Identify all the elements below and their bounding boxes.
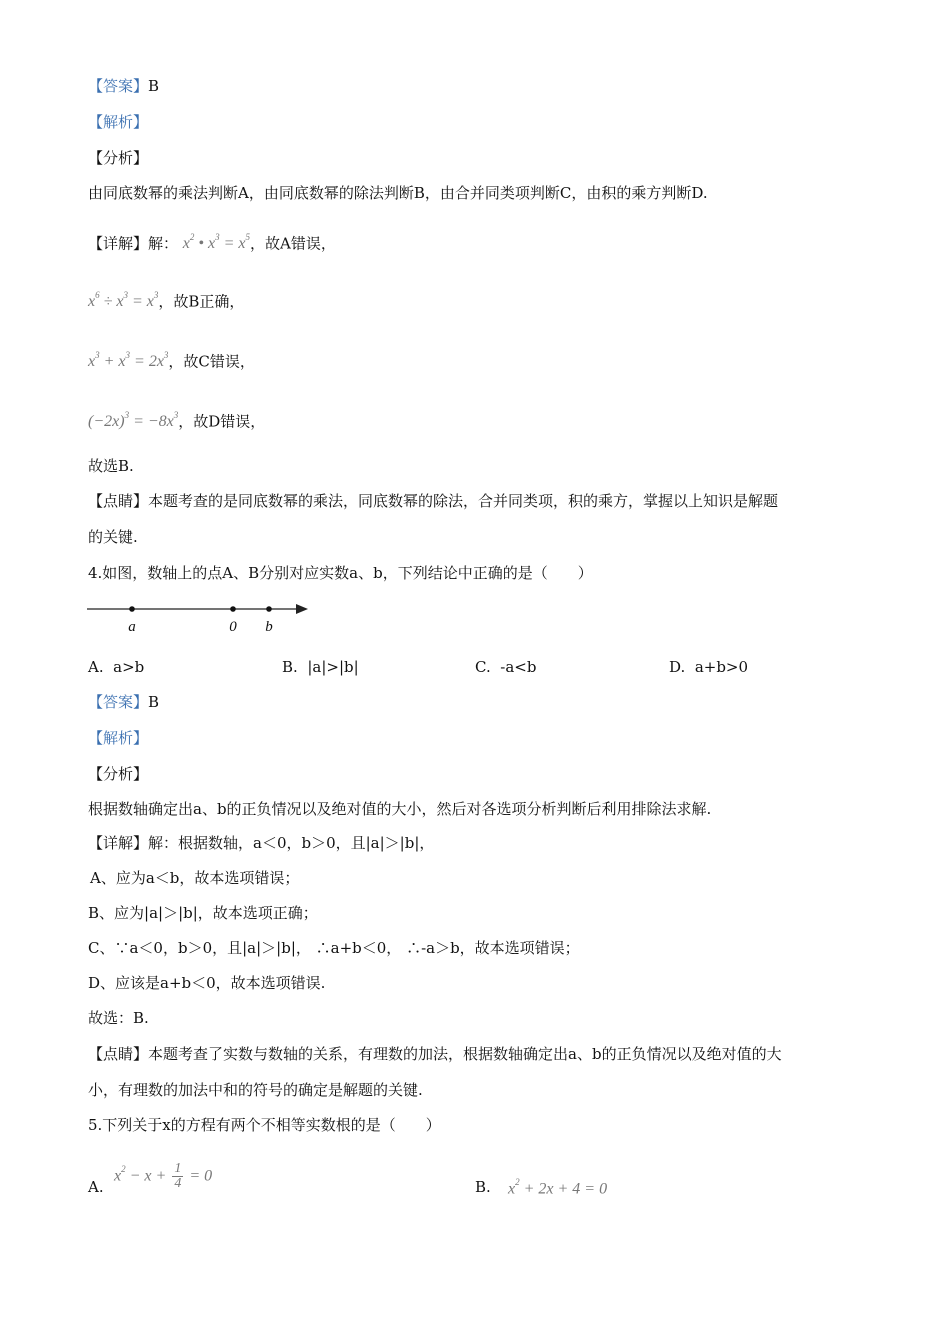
label-zero: 0 bbox=[229, 619, 237, 635]
q3-jiexi-tag: 【解析】 bbox=[88, 113, 149, 131]
q3-dianjing-line1: 【点睛】本题考查的是同底数幂的乘法，同底数幂的除法，合并同类项，积的乘方，掌握以上知识是解题 bbox=[88, 492, 779, 510]
step4-after: ，故D错误， bbox=[178, 412, 266, 431]
axis-arrow-icon bbox=[296, 604, 308, 614]
step2-after: ，故B正确， bbox=[158, 292, 245, 311]
q5-option-a-letter: A. bbox=[88, 1178, 104, 1196]
formula-3: $x^3 + x^3 = 2x^3$ bbox=[88, 350, 169, 371]
q4-conclusion: 故选：B. bbox=[88, 1009, 149, 1027]
q4-answer-line bbox=[88, 691, 159, 713]
point-zero bbox=[230, 606, 236, 612]
q3-conclusion: 故选B. bbox=[88, 457, 134, 475]
q3-dianjing-line2: 的关键. bbox=[88, 528, 138, 546]
q4-fenxi-text: 根据数轴确定出a、b的正负情况以及绝对值的大小，然后对各选项分析判断后利用排除法求解. bbox=[88, 800, 712, 818]
q3-detail-step2 bbox=[88, 286, 244, 313]
q4-line-b: B、应为|a|＞|b|，故本选项正确； bbox=[88, 904, 318, 922]
q3-fenxi-text: 由同底数幂的乘法判断A，由同底数幂的除法判断B，由合并同类项判断C，由积的乘方判断D. bbox=[88, 184, 708, 202]
formula-2: $x^6 \div x^3 = x^3$ bbox=[88, 290, 159, 311]
q3-detail-step4 bbox=[88, 406, 265, 433]
answer-tag: 【答案】 bbox=[88, 77, 149, 95]
q4-question: 4.如图，数轴上的点A、B分别对应实数a、b，下列结论中正确的是（ ） bbox=[88, 564, 593, 582]
q5-option-b-letter: B. bbox=[475, 1178, 491, 1196]
detail-tag: 【详解】解： bbox=[88, 234, 179, 253]
answer-tag: 【答案】 bbox=[88, 693, 149, 711]
q4-line-a: A、应为a＜b，故本选项错误； bbox=[90, 869, 300, 887]
q4-jiexi-tag: 【解析】 bbox=[88, 729, 149, 747]
q3-detail-step1 bbox=[88, 228, 336, 255]
q4-fenxi-tag: 【分析】 bbox=[88, 765, 149, 783]
q4-option-c: C. -a<b bbox=[475, 658, 537, 676]
q5-question: 5.下列关于x的方程有两个不相等实数根的是（ ） bbox=[88, 1116, 441, 1134]
fraction: $\frac{1}{4}$ bbox=[174, 1161, 182, 1192]
q4-dianjing-line2: 小，有理数的加法中和的符号的确定是解题的关键. bbox=[88, 1081, 423, 1099]
q4-dianjing-line1: 【点睛】本题考查了实数与数轴的关系，有理数的加法，根据数轴确定出a、b的正负情况以及绝对值的大 bbox=[88, 1045, 782, 1063]
number-line-figure bbox=[86, 598, 316, 638]
q5-option-b-formula: $x^2 + 2x + 4 = 0$ bbox=[508, 1177, 608, 1198]
q3-fenxi-tag: 【分析】 bbox=[88, 149, 149, 167]
q5-option-a-formula: $x^2 - x$ + $\frac{1}{4}$ = 0 bbox=[114, 1161, 213, 1192]
q4-detail: 【详解】解：根据数轴，a＜0，b＞0，且|a|＞|b|， bbox=[88, 834, 435, 852]
step1-after: ，故A错误， bbox=[250, 234, 336, 253]
answer-value: B bbox=[148, 77, 160, 95]
point-a bbox=[129, 606, 135, 612]
label-b: b bbox=[265, 619, 273, 635]
answer-value: B bbox=[148, 693, 160, 711]
q4-option-b: B. |a|>|b| bbox=[282, 658, 359, 676]
dianjing-tag: 【点睛】 bbox=[88, 1045, 149, 1063]
q3-detail-step3 bbox=[88, 346, 255, 373]
step3-after: ，故C错误， bbox=[168, 352, 255, 371]
q4-line-d: D、应该是a+b＜0，故本选项错误. bbox=[88, 974, 326, 992]
label-a: a bbox=[128, 619, 136, 635]
q4-option-d: D. a+b>0 bbox=[669, 658, 749, 676]
q3-answer-line bbox=[88, 75, 159, 97]
q4-line-c: C、∵a＜0，b＞0，且|a|＞|b|， ∴a+b＜0， ∴-a＞b，故本选项错误； bbox=[88, 939, 580, 957]
point-b bbox=[266, 606, 272, 612]
formula-4: $(-2x)^3 = -8x^3$ bbox=[88, 410, 179, 431]
formula-1: $x^2$ • $x^3 = x^5$ bbox=[182, 232, 251, 253]
dianjing-tag: 【点睛】 bbox=[88, 492, 149, 510]
q4-option-a: A. a>b bbox=[88, 658, 145, 676]
